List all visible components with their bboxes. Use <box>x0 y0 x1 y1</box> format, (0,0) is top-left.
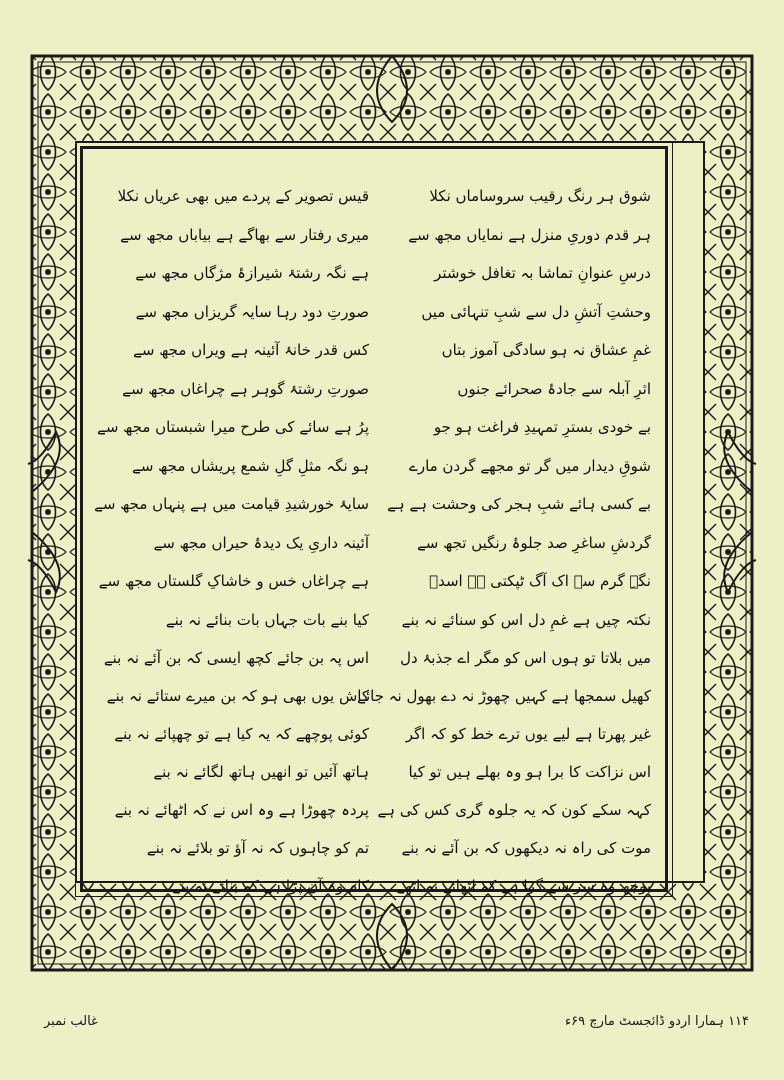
verse-line: شوقِ دیدار میں گر تو مجھے گردن مارے <box>409 456 651 475</box>
verse-line: ہر قدم دوریِ منزل ہے نمایاں مجھ سے <box>408 225 651 244</box>
verse-line: بے کسی ہائے شبِ ہجر کی وحشت ہے ہے <box>387 495 651 513</box>
section-label: غالب نمبر <box>44 1014 98 1029</box>
verse-line: میں بلاتا تو ہوں اس کو مگر اے جذبۂ دل <box>400 648 651 667</box>
verse-line: ہو نگہ مثلِ گلِ شمع پریشاں مجھ سے <box>132 456 369 475</box>
verse-line: بوجھ وہ سر سے گرا ہے کہ اٹھائے نہ اٹھے <box>396 876 651 895</box>
verse-line: شوق ہر رنگ رقیب سروساماں نکلا <box>429 187 651 205</box>
verse-line: کاش یوں بھی ہو کہ بن میرے ستائے نہ بنے <box>106 686 369 705</box>
verse-line: سایۂ خورشیدِ قیامت میں ہے پنہاں مجھ سے <box>94 495 369 513</box>
verse-line: ہے چراغاں خس و خاشاکِ گلستاں مجھ سے <box>98 572 369 590</box>
verse-line: آئینہ داریِ یک دیدۂ حیراں مجھ سے <box>153 533 369 552</box>
verse-line: موت کی راہ نہ دیکھوں کہ بن آئے نہ بنے <box>401 838 651 857</box>
verse-line: گردشِ ساغرِ صد جلوۂ رنگیں تجھ سے <box>416 533 651 552</box>
verse-line: کس قدر خانۂ آئینہ ہے ویراں مجھ سے <box>133 341 369 359</box>
verse-line: اس نزاکت کا برا ہو وہ بھلے ہیں تو کیا <box>408 762 651 781</box>
verse-line: اثرِ آبلہ سے جادۂ صحرائے جنوں <box>457 379 651 398</box>
verse-line: غیر پھرتا ہے لیے یوں ترے خط کو کہ اگر <box>405 724 651 743</box>
verse-line: صورتِ دود رہا سایہ گریزاں مجھ سے <box>135 302 369 321</box>
verse-line: وحشتِ آتشِ دل سے شبِ تنہائی میں <box>421 302 651 321</box>
verse-line: اس پہ بن جائے کچھ ایسی کہ بن آئے نہ بنے <box>103 648 369 667</box>
poem-frame <box>80 146 668 895</box>
verse-line: کام وہ آن پڑا ہے کہ بنائے نہ بنے <box>171 876 369 895</box>
verse-line: پردہ چھوڑا ہے وہ اس نے کہ اٹھائے نہ بنے <box>114 800 369 819</box>
verse-line: نگہِ گرم سے اک آگ ٹپکتی ہے اسدؔ <box>429 572 651 590</box>
verse-line: پرُ ہے سائے کی طرح میرا شبستاں مجھ سے <box>97 418 369 436</box>
verse-line: ہے نگہ رشتۂ شیرازۂ مژگاں مجھ سے <box>135 264 369 282</box>
verse-line: کھیل سمجھا ہے کہیں چھوڑ نہ دے بھول نہ جائے <box>357 686 651 705</box>
verse-line: کوئی پوچھے کہ یہ کیا ہے تو چھپائے نہ بنے <box>114 724 369 743</box>
verse-line: نکتہ چیں ہے غمِ دل اس کو سنائے نہ بنے <box>401 610 651 629</box>
verse-line: کہہ سکے کون کہ یہ جلوہ گری کس کی ہے <box>377 800 651 819</box>
verse-line: قیس تصویر کے پردے میں بھی عریاں نکلا <box>117 187 369 205</box>
verse-line: درسِ عنوانِ تماشا بہ تغافل خوشتر <box>434 264 651 282</box>
verse-line: میری رفتار سے بھاگے ہے بیاباں مجھ سے <box>120 225 369 244</box>
verse-line: صورتِ رشتۂ گوہر ہے چراغاں مجھ سے <box>122 379 369 398</box>
verse-line: غمِ عشاق نہ ہو سادگی آموز بتاں <box>441 341 651 359</box>
poem-right-column <box>357 177 651 905</box>
verse-line: ہاتھ آئیں تو انھیں ہاتھ لگائے نہ بنے <box>153 762 369 781</box>
page-info: ۱۱۴ ہمارا اردو ڈائجسٹ مارچ ۶۹ء <box>565 1014 750 1029</box>
poem-left-column <box>94 177 369 905</box>
verse-line: کیا بنے بات جہاں بات بنائے نہ بنے <box>165 610 369 629</box>
verse-line: تم کو چاہوں کہ نہ آؤ تو بلائے نہ بنے <box>146 838 369 857</box>
verse-line: بے خودی بسترِ تمہیدِ فراغت ہو جو <box>433 418 651 436</box>
